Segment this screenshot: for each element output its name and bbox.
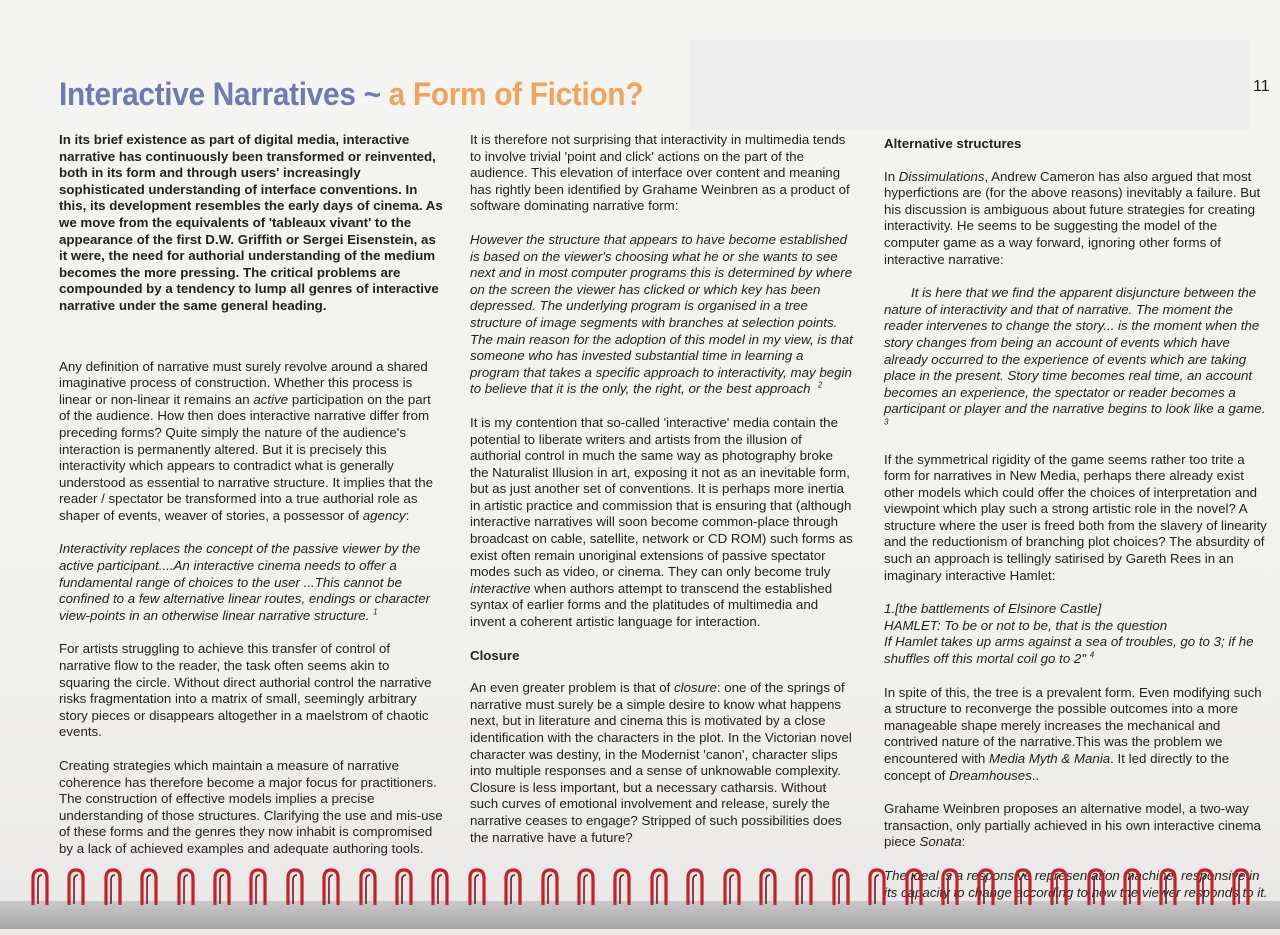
page-number: 11 <box>1253 78 1270 95</box>
page-title <box>59 74 643 114</box>
binding-ring-icon <box>576 868 596 905</box>
bleed-through-area <box>690 40 1250 130</box>
binding-ring-icon <box>1013 868 1033 905</box>
binding-ring-icon <box>867 868 887 905</box>
binding-ring-icon <box>248 868 268 905</box>
body-paragraph: It is my contention that so-called 'interactive' media contain the potential to liberate writers and artists from the illusion of authorial control in much the same way as photography broke the Naturalist Illusion in art, exposing it not as an inevitable form, but as just another set of conventions. It is perhaps more inertia in artistic practice and commission that is ensuring that (although interactive narratives will soon become common-place through broadcast on cable, satellite, network or CD ROM) such forms as exist often remain unoriginal extensions of passive spectator modes such as video, or cinema. They can only become truly interactive when authors attempt to transcend the established syntax of earlier forms and the platitudes of multimedia and invent a coherent artistic language for interaction. <box>470 414 853 630</box>
binding-ring-icon <box>976 868 996 905</box>
column-1 <box>59 132 443 875</box>
footnote-ref: 4 <box>1089 650 1095 660</box>
binding-ring-icon <box>358 868 378 905</box>
spiral-binding <box>0 868 1280 929</box>
binding-ring-icon <box>1158 868 1178 905</box>
body-paragraph: Grahame Weinbren proposes an alternative model, a two-way transaction, only partially achieved in his own interactive cinema piece Sonata: <box>884 801 1261 850</box>
body-paragraph: Creating strategies which maintain a measure of narrative coherence has therefore become a major focus for practitioners. The construction of effective models implies a precise understanding of those structures. Clarifying the use and mis-use of these forms and the genres they now inhabit is compromised by a lack of achieved examples and adequate authoring tools. <box>59 758 443 856</box>
binding-ring-icon <box>430 868 450 905</box>
body-paragraph: An even greater problem is that of closure: one of the springs of narrative must surely be a simple desire to know what happens next, but in literature and cinema this is motivated by a close identification with the characters in the plot. In the Victorian novel character was destiny, in the Modernist 'canon', character slips into multiple responses and a sense of unknowable complexity. Closure is less important, but a necessary catharsis. Without such curves of emotional involvement and release, surely the narrative ceases to engage? Stripped of such possibilities does the narrative have a future? <box>470 680 852 845</box>
binding-ring-icon <box>1231 868 1251 905</box>
binding-ring-icon <box>321 868 341 905</box>
binding-ring-icon <box>30 868 50 905</box>
block-quote: Interactivity replaces the concept of the passive viewer by the active participant....An interactive cinema needs to offer a fundamental range of choices to the user ...This cannot be confined to a few alternative linear routes, endings or character view-points in an otherwise linear narrative structure. $^1$ <box>59 541 431 623</box>
block-quote: The ideal is a responsive representation machine, responsive in its capacity to change according to how the viewer responds to it. <box>884 867 1268 900</box>
binding-ring-icon <box>66 868 86 905</box>
footnote-ref: 1 <box>373 607 378 617</box>
binding-ring-icon <box>394 868 414 905</box>
footnote-ref: 2 <box>817 380 823 390</box>
binding-ring-icon <box>103 868 123 905</box>
binding-ring-icon <box>649 868 669 905</box>
body-paragraph: For artists struggling to achieve this transfer of control of narrative flow to the reader, the task often seems akin to squaring the circle. Without direct authorial control the narrative risks fragmentation into a matrix of small, seemingly arbitrary story pieces or disappears altogether in a maelstrom of chaotic events. <box>59 641 432 740</box>
section-heading-alternative: Alternative structures <box>884 136 1022 151</box>
body-paragraph: If the symmetrical rigidity of the game seems rather too trite a form for narratives in New Media, perhaps there already exist other models which could offer the choices of interpretation and viewpoint which play such a strong artistic role in the novel? A structure where the user is freed both from the slavery of linearity and the reductionism of branching plot choices? The absurdity of such an approach is tellingly satirised by Gareth Rees in an imaginary interactive Hamlet: <box>884 451 1267 583</box>
binding-ring-icon <box>1195 868 1215 905</box>
binding-ring-icon <box>212 868 232 905</box>
binding-edge <box>0 901 1280 929</box>
lead-paragraph: In its brief existence as part of digital media, interactive narrative has continuously been transformed or reinvented, both in its form and through users' increasingly sophisticated understanding of interface conventions. In this, its development resembles the early days of cinema. As we move from the equivalents of 'tableaux vivant' to the appearance of the first D.W. Griffith or Sergei Eisenstein, as it were, the need for authorial understanding of the medium becomes the more pressing. The critical problems are compounded by a tendency to lump all genres of interactive narrative under the same general heading. <box>59 132 443 313</box>
hamlet-excerpt: 1.[the battlements of Elsinore Castle] HAMLET: To be or not to be, that is the question If Hamlet takes up arms against a sea of troubles, go to 3; if he shuffles off this mortal coil go to 2" $^4$ <box>884 601 1254 667</box>
column-3 <box>884 132 1268 935</box>
block-quote: It is here that we find the apparent disjuncture between the nature of interactivity and that of narrative. The moment the reader intervenes to change the story... is the moment when the story changes from being an account of events which have already occurred to the experience of events which are taking place in the present. Story time becomes real time, an account becomes an experience, the spectator or reader becomes a participant or player and the narrative begins to look like a game. $^3$ <box>884 285 1266 427</box>
binding-ring-icon <box>612 868 632 905</box>
body-paragraph: In spite of this, the tree is a prevalent form. Even modifying such a structure to reconverge the possible outcomes into a more manageable shape merely increases the mechanical and contrived nature of the narrative.This was the problem we encountered with Media Myth & Mania. It led directly to the concept of Dreamhouses.. <box>884 684 1262 783</box>
section-heading-closure: Closure <box>470 647 520 663</box>
binding-ring-icon <box>940 868 960 905</box>
binding-ring-icon <box>285 868 305 905</box>
binding-ring-icon <box>1122 868 1142 905</box>
binding-ring-icon <box>176 868 196 905</box>
footnote-ref: 3 <box>884 417 889 427</box>
body-paragraph: It is therefore not surprising that interactivity in multimedia tends to involve trivial 'point and click' actions on the part of the audience. This elevation of interface over content and meaning has rightly been identified by Grahame Weinbren as a product of software dominating narrative form: <box>470 132 850 214</box>
column-2 <box>470 132 853 863</box>
binding-ring-icon <box>758 868 778 905</box>
binding-ring-icon <box>1049 868 1069 905</box>
body-paragraph: In Dissimulations, Andrew Cameron has also argued that most hyperfictions are (for the above reasons) inevitably a failure. But his discussion is ambiguous about future strategies for creating interactivity. He seems to be suggesting the model of the computer game as a way forward, ignoring other forms of interactive narrative: <box>884 168 1261 267</box>
binding-ring-icon <box>794 868 814 905</box>
binding-ring-icon <box>722 868 742 905</box>
binding-ring-icon <box>467 868 487 905</box>
body-paragraph: Any definition of narrative must surely revolve around a shared imaginative process of construction. Whether this process is linear or non-linear it remains an active participation on the part of the audience. How then does interactive narrative differ from preceding forms? Quite simply the nature of the audience's interaction is permanently altered. But it is precisely this interactivity which appears to contradict what is generally understood as essential to narrative structure. It implies that the reader / spectator be transformed into a true authorial role as shaper of events, weaver of stories, a possessor of agency: <box>59 358 433 523</box>
binding-ring-icon <box>831 868 851 905</box>
binding-ring-icon <box>540 868 560 905</box>
title-accent: a Form of Fiction? <box>388 76 644 112</box>
binding-ring-icon <box>1086 868 1106 905</box>
block-quote: However the structure that appears to have become established is based on the viewer's choosing what he or she wants to see next and in most computer programs this is determined by where on the screen the viewer has clicked or which key has been depressed. The underlying program is organised in a tree structure of image segments with branches at selection points. The main reason for the adoption of this model in my view, is that someone who has invested substantial time in learning a program that takes a specific approach to interactivity, may begin to believe that it is the only, the right, or the best approach $^2$ <box>470 231 853 397</box>
binding-ring-icon <box>139 868 159 905</box>
binding-ring-icon <box>503 868 523 905</box>
title-main: Interactive Narratives ~ <box>59 76 389 112</box>
binding-ring-icon <box>904 868 924 905</box>
binding-ring-icon <box>685 868 705 905</box>
